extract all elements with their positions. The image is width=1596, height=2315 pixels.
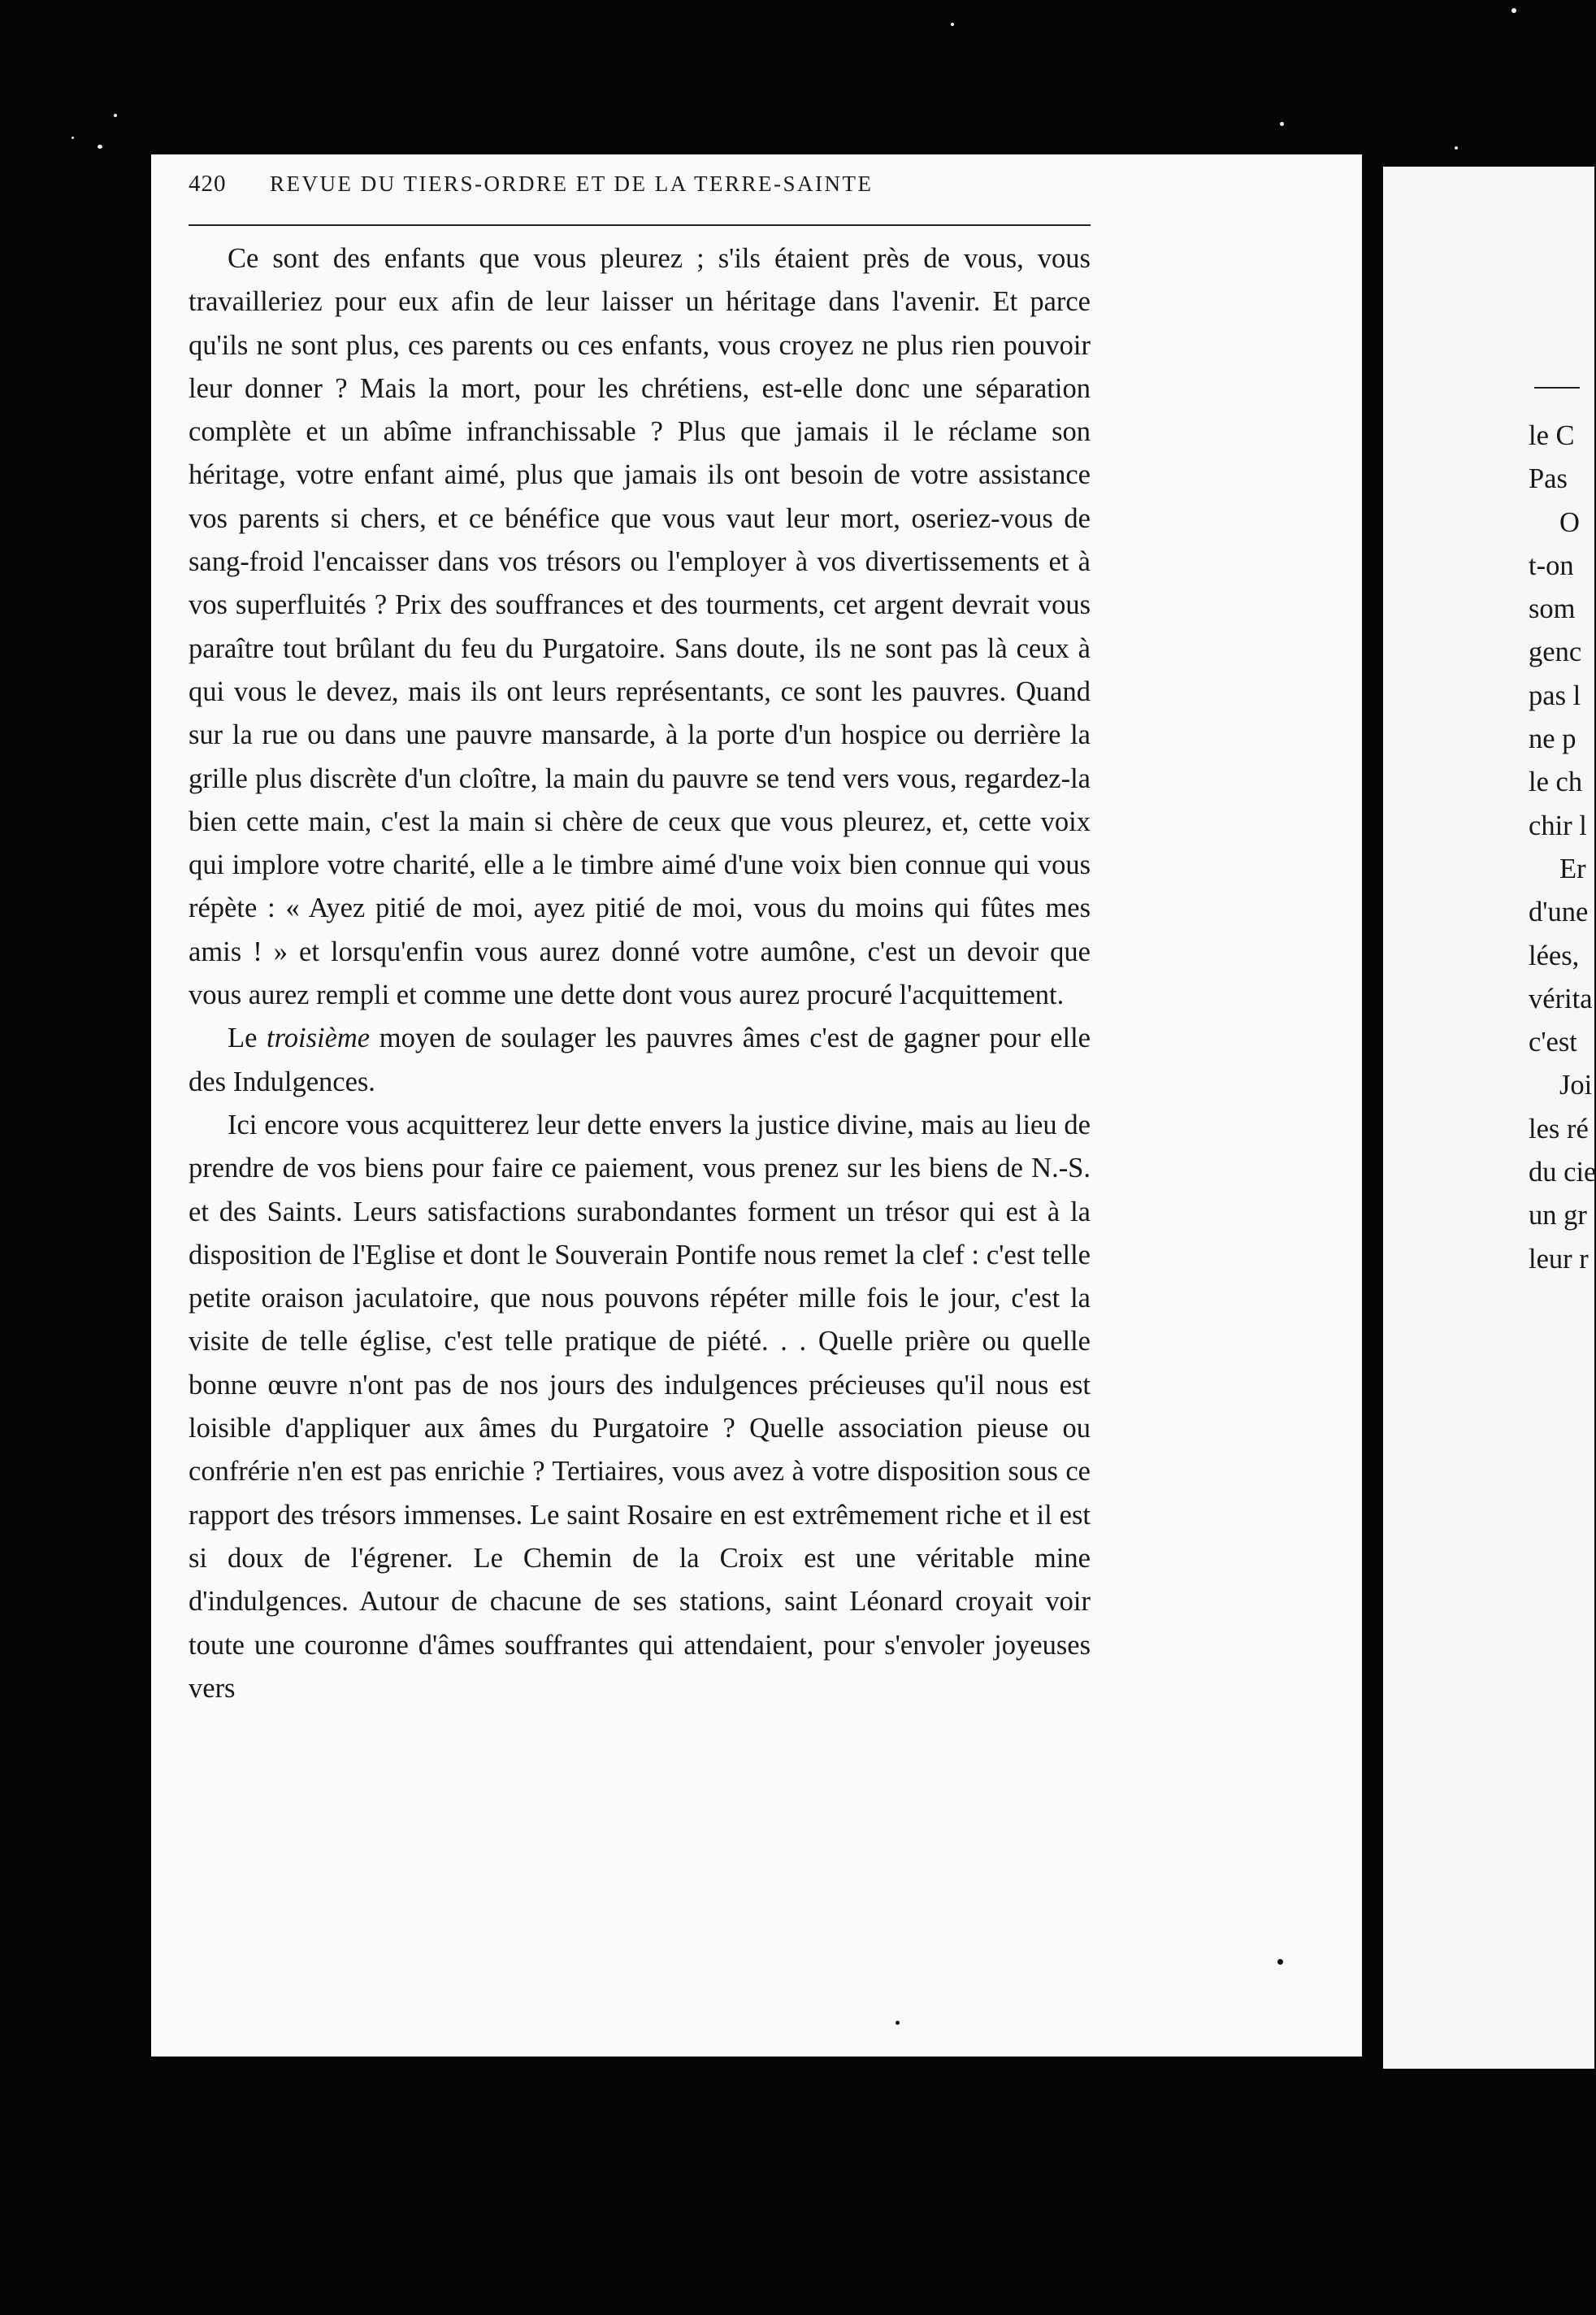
right-line: chir l [1529,810,1587,841]
right-line: Pas [1529,463,1568,495]
ink-dot [1277,1959,1283,1965]
right-line: c'est [1529,1027,1577,1058]
right-line: ne p [1529,723,1576,755]
paragraph-1: Ce sont des enfants que vous pleurez ; s'ils étaient près de vous, vous travailleriez pour eux afin de leur laisser un héritage dans l'avenir. Et parce qu'ils ne sont plus, ces parents ou ces enfants, vous croyez ne plus rien pouvoir leur donner ? Mais la mort, pour les chrétiens, est-elle donc une séparation complète et un abîme infranchissable ? Plus que jamais il le réclame son héritage, votre enfant aimé, plus que jamais ils ont besoin de votre assistance vos parents si chers, et ce bénéfice que vous vaut leur mort, oseriez-vous de sang-froid l'encaisser dans vos trésors ou l'employer à vos divertissements et à vos superfluités ? Prix des souffrances et des tourments, cet argent devrait vous paraître tout brûlant du feu du Purgatoire. Sans doute, ils ne sont pas là ceux à qui vous le devez, mais ils ont leurs représentants, ce sont les pauvres. Quand sur la rue ou dans une pauvre mansarde, à la porte d'un hospice ou derrière la grille plus discrète d'un cloître, la main du pauvre se tend vers vous, regardez-la bien cette main, c'est la main si chère de ceux que vous pleurez, et, cette voix qui implore votre charité, elle a le timbre aimé d'une voix bien connue qui vous répète : « Ayez pitié de moi, ayez pitié de moi, vous du moins qui fûtes mes amis ! » et lorsqu'enfin vous aurez donné votre aumône, c'est un devoir que vous aurez rempli et comme une dette dont vous aurez procuré l'acquittement. [189,243,1091,1011]
paragraph-3: Ici encore vous acquitterez leur dette envers la justice divine, mais au lieu de prendre de vos biens pour faire ce paiement, vous prenez sur les biens de N.-S. et des Saints. Leurs satisfactions surabondantes forment un trésor qui est à la disposition de l'Eglise et dont le Souverain Pontife nous remet la clef : c'est telle petite oraison jaculatoire, que nous pouvons répéter mille fois le jour, c'est la visite de telle église, c'est telle pratique de piété. . . Quelle prière ou quelle bonne œuvre n'ont pas de nos jours des indulgences précieuses qu'il nous est loisible d'appliquer aux âmes du Purgatoire ? Quelle association pieuse ou confrérie n'en est pas enrichie ? Tertiaires, vous avez à votre disposition sous ce rapport des trésors immenses. Le saint Rosaire en est extrêmement riche et il est si doux de l'égrener. Le Chemin de la Croix est une véritable mine d'indulgences. Autour de chacune de ses stations, saint Léonard croyait voir toute une couronne d'âmes souffrantes qui attendaient, pour s'envoler joyeuses vers [189,1109,1091,1704]
header-rule [189,224,1091,226]
emphasis-troisieme: troisième [267,1023,371,1054]
right-line: Joi [1559,1070,1593,1101]
right-line: les ré [1529,1113,1589,1144]
running-title: REVUE DU TIERS-ORDRE ET DE LA TERRE-SAINTE [270,172,874,196]
right-line: t-on [1529,549,1574,581]
body-text [189,237,1091,1710]
ink-dot [896,2021,900,2025]
right-line: vérita [1529,983,1593,1014]
right-line: genc [1529,636,1582,668]
running-head [189,171,1091,198]
page-number: 420 [189,171,227,197]
right-line: d'une [1529,897,1589,928]
right-line: le ch [1529,767,1583,798]
right-line: leur r [1529,1243,1589,1275]
right-line: le C [1529,420,1575,451]
right-line: un gr [1529,1200,1587,1231]
right-page-text [1529,415,1596,1281]
paragraph-2: Le troisième moyen de soulager les pauvres âmes c'est de gagner pour elle des Indulgences. [189,1023,1091,1097]
right-line: lées, [1529,940,1580,971]
right-line: pas l [1529,680,1581,711]
right-line: du cie [1529,1157,1596,1188]
right-line: som [1529,593,1576,625]
right-page-rule [1534,387,1580,389]
right-line: Er [1559,853,1586,884]
right-line: O [1559,506,1580,538]
